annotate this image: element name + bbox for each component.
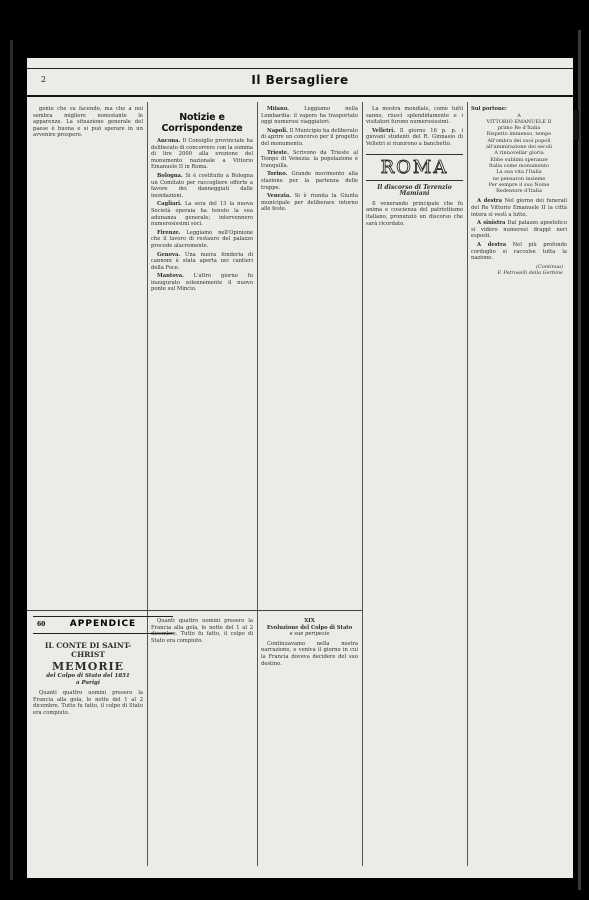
column-rule bbox=[257, 102, 258, 866]
section-divider bbox=[147, 610, 362, 611]
appendix-label: APPENDICE bbox=[69, 619, 137, 629]
roma-title: ROMA bbox=[380, 156, 449, 178]
appendix-place: a Parigi bbox=[76, 679, 100, 686]
continua-note: (Continua) bbox=[536, 263, 563, 270]
news-entry: Bologna. Si è costituito a Bologna un Comitato per raccogliere offerte a favore dei danneggiati dalle inondazioni. bbox=[151, 172, 253, 199]
appendix-author: IL CONTE DI SAINT-CHRIST bbox=[44, 641, 132, 659]
news-entry: Venezia. Si è riunita la Giunta municipale per deliberare intorno alle feste. bbox=[261, 193, 358, 213]
appendix-title: MEMORIE bbox=[52, 660, 124, 673]
masthead-title: Il Bersagliere bbox=[251, 73, 349, 87]
column-1 bbox=[33, 106, 143, 606]
signature: F. Petroselli della Gerbine bbox=[497, 270, 563, 277]
news-entry: La mostra mondiale, come tutti sanno, riuscì splendidamente e i visitatori furono numerosissimi. bbox=[366, 106, 463, 126]
chapter-text: Continuavamo nella nostra narrazione, e veniva il giorno in cui la Francia doveva decidere del suo destino. bbox=[261, 640, 358, 667]
column-2 bbox=[151, 106, 253, 606]
news-entry: Ancona. Il Consiglio provinciale ha deliberato di concorrere con la somma di lire 2000 alla erezione del monumento nazionale a Vittorio Emanuele II in Roma. bbox=[151, 138, 253, 171]
section-divider bbox=[27, 610, 147, 611]
appendix-continuation bbox=[151, 618, 253, 864]
news-entry: Milano. Leggiamo nella Lombardia: il vapore ha trasportato oggi numerosi viaggiatori. bbox=[261, 106, 358, 126]
news-entry: Firenze. Leggiamo nell'Opinione che il lavoro di restauro del palazzo procede alacremente. bbox=[151, 229, 253, 249]
appendix-text-2: Quanti quattro uomini presero la Francia alla gola, le notte del 1 al 2 dicembre. Tutto fu fatto, il colpo di Stato era compiuto. bbox=[151, 618, 253, 644]
news-entry: Cagliari. La sera del 13 la nuova Società operaia ha tenuto la sua adunanza generale; intervennero numerosissimi soci. bbox=[151, 201, 253, 228]
news-entry: Velletri. Il giorno 16 p. p. i giovani studenti del R. Ginnasio di Velletri si riunirono a banchetto. bbox=[366, 127, 463, 147]
column-3 bbox=[261, 106, 358, 606]
column-4 bbox=[366, 106, 463, 864]
chapter-subtitle: e sue peripezie bbox=[289, 631, 330, 638]
chapter-title: Evoluzione del Colpo di Stato bbox=[266, 624, 353, 631]
chapter-number: XIX bbox=[304, 618, 315, 624]
news-entry: Mantova. L'altro giorno fu inaugurato solennemente il nuovo ponte sul Mincio. bbox=[151, 273, 253, 293]
column-heading: Sul portone: bbox=[471, 106, 507, 112]
page-edge-right bbox=[578, 30, 581, 890]
appendix-chapter bbox=[261, 618, 358, 864]
inscription-section: A sinistra Dal palazzo apostolico si videro numerosi drappi neri esposti. bbox=[471, 220, 567, 240]
masthead-bar bbox=[27, 68, 573, 97]
appendix-text: Quanti quattro uomini presero la Francia alla gola, le notte del 1 al 2 dicembre. Tutto fu fatto, il colpo di Stato era compiuto. bbox=[33, 690, 143, 716]
page-number: 2 bbox=[41, 75, 47, 84]
news-entry: Napoli. Il Municipio ha deliberato di aprire un concorso per il progetto del monumento. bbox=[261, 127, 358, 147]
news-entry: Torino. Grande movimento alla stazione per la partenza delle truppe. bbox=[261, 171, 358, 191]
roma-text: Il venerando principale che fu anima e coscienza del patriottismo italiano, pronunziò un discorso che sarà ricordato. bbox=[366, 200, 463, 227]
roma-subtitle: Il discorso di Terenzio Mamiani bbox=[377, 183, 452, 198]
appendix-number: 60 bbox=[37, 621, 46, 628]
column-rule bbox=[147, 102, 148, 866]
page-edge-left bbox=[10, 40, 13, 880]
inscription-section: A destra Nel giorno dei funerali del Re Vittorio Emanuele II la città intera si vestì a lutto. bbox=[471, 198, 567, 218]
roma-heading-box bbox=[366, 154, 463, 181]
column-rule bbox=[467, 102, 468, 866]
appendix-subtitle: del Colpo di Stato del 1851 bbox=[46, 673, 130, 679]
binding-shadow bbox=[573, 110, 579, 140]
article-text: gente che va facendo, ma che a noi sembra migliore nonostante le apparenze. La situazione generale del paese è buona e si può sperare in un avvenire prospero. bbox=[33, 106, 143, 139]
news-entry: Trieste. Scrivono da Trieste al Tempo di Venezia: la popolazione è tranquilla. bbox=[261, 149, 358, 169]
column-5 bbox=[471, 106, 567, 864]
newspaper-page bbox=[27, 58, 573, 878]
inscription: A VITTORIO EMANUELE II primo Re d'Italia Rispetto immenso, tempo All'ombra dei suoi popoli all'ammirazione dei secoli A rinnovellar gloria Ebbe sublimi speranze Italia come monumento La sua vita l'Italia ne pensaron insieme Per sempre il suo Nome Redentore d'Italia bbox=[486, 112, 552, 195]
column-rule bbox=[362, 102, 363, 866]
inscription-section: A destra Nel più profondo cordoglio si raccolse tutta la nazione. bbox=[471, 242, 567, 262]
appendix-column bbox=[33, 638, 143, 864]
section-title: Notizie e Corrispondenze bbox=[161, 112, 243, 134]
news-entry: Genova. Una nuova fonderia di cannoni è stata aperta nei cantieri della Foce. bbox=[151, 251, 253, 271]
